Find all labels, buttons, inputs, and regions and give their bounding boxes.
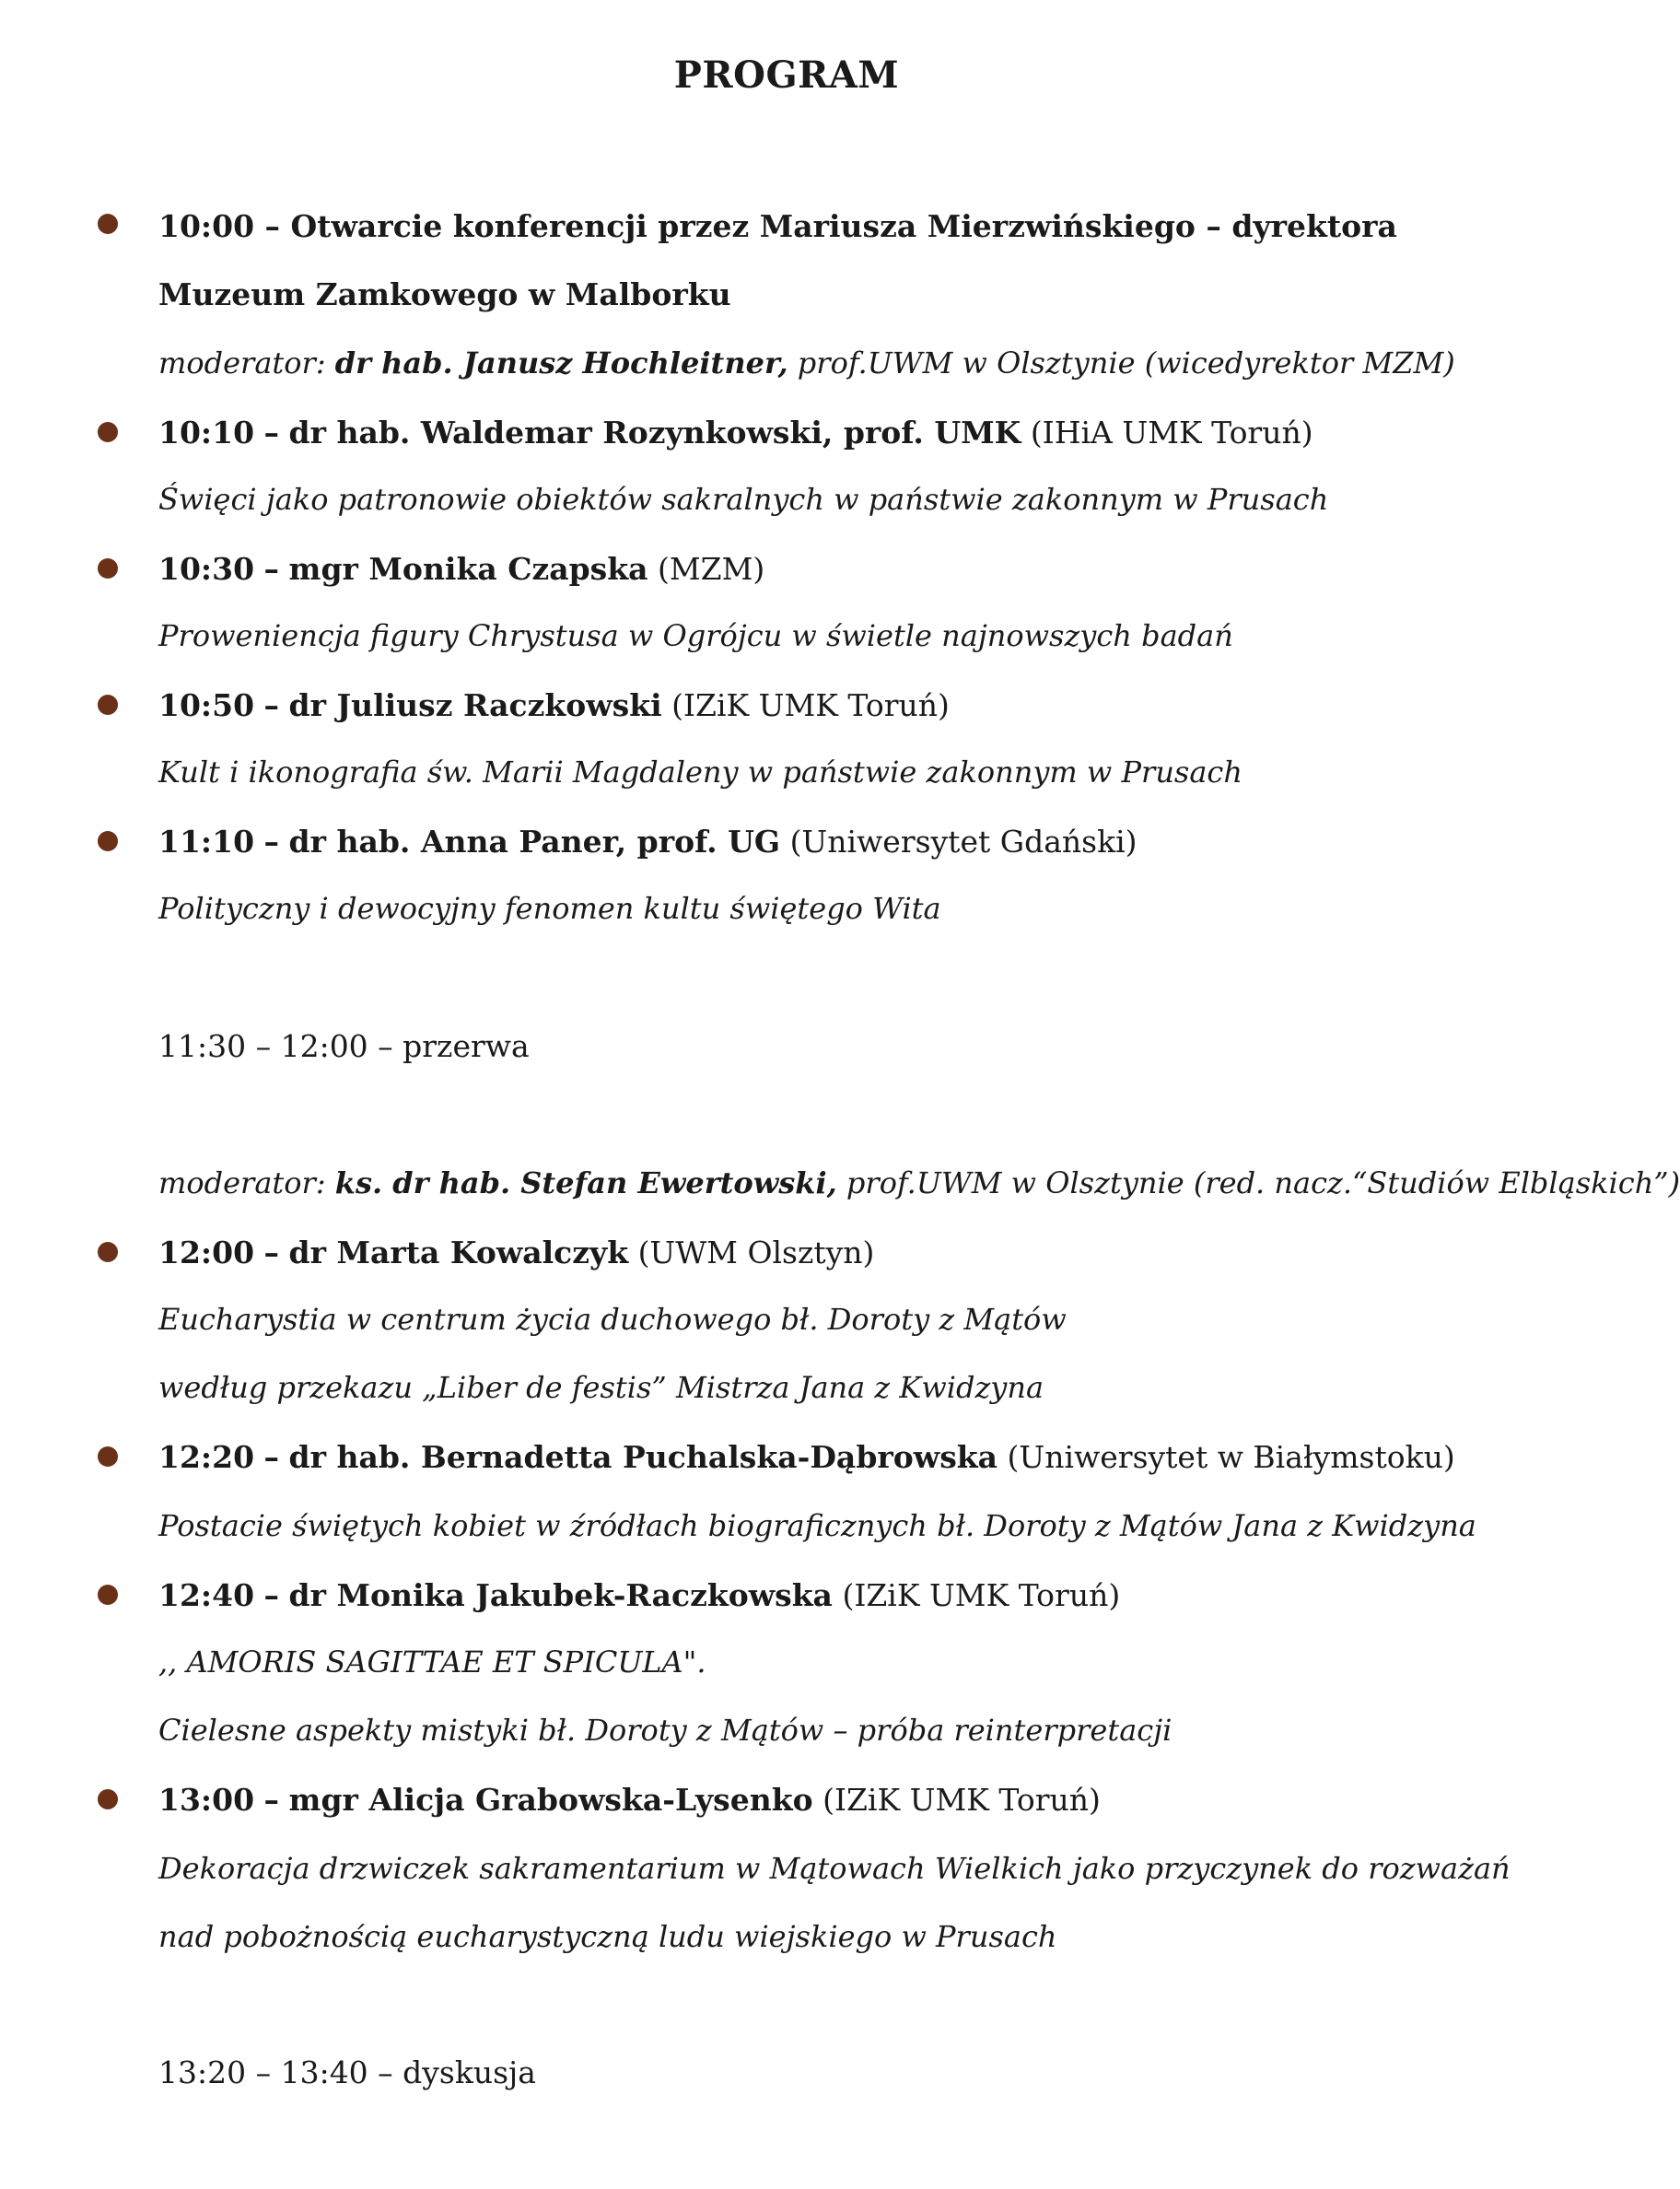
agenda-line: 13:00 – mgr Alicja Grabowska-Lysenko (IZiK UMK Toruń) xyxy=(158,1782,1101,1818)
agenda-line: 12:00 – dr Marta Kowalczyk (UWM Olsztyn) xyxy=(158,1235,875,1270)
agenda-line: 12:20 – dr hab. Bernadetta Puchalska-Dąbrowska (Uniwersytet w Białymstoku) xyxy=(158,1439,1455,1475)
item-affiliation: (UWM Olsztyn) xyxy=(637,1235,875,1270)
bullet-icon xyxy=(98,558,118,579)
item-speaker: mgr Monika Czapska xyxy=(288,551,648,587)
item-speaker: dr Juliusz Raczkowski xyxy=(288,687,662,723)
agenda-line: 10:30 – mgr Monika Czapska (MZM) xyxy=(158,551,765,587)
item-topic: Kult i ikonografia św. Marii Magdaleny w państwie zakonnym w Prusach xyxy=(158,755,1242,790)
break-line: 11:30 – 12:00 – przerwa xyxy=(158,1028,530,1064)
moderator-line: moderator: ks. dr hab. Stefan Ewertowski, prof.UWM w Olsztynie (red. nacz.“Studiów Elbląskich”) xyxy=(158,1165,1680,1200)
bullet-icon xyxy=(98,1446,118,1467)
bullet-icon xyxy=(98,214,118,234)
discussion-line: 13:20 – 13:40 – dyskusja xyxy=(158,2054,536,2090)
item-speaker: dr Monika Jakubek-Raczkowska xyxy=(288,1577,833,1613)
item-topic: nad pobożnością eucharystyczną ludu wiejskiego w Prusach xyxy=(158,1919,1057,1954)
item-topic: ,, AMORIS SAGITTAE ET SPICULA". xyxy=(158,1645,706,1680)
page-title: PROGRAM xyxy=(673,53,900,97)
bullet-icon xyxy=(98,831,118,851)
bullet-icon xyxy=(98,1242,118,1262)
moderator-line: moderator: dr hab. Janusz Hochleitner, prof.UWM w Olsztynie (wicedyrektor MZM) xyxy=(158,345,1455,380)
item-affiliation: (IZiK UMK Toruń) xyxy=(671,687,950,723)
bullet-icon xyxy=(98,1585,118,1605)
item-topic: Święci jako patronowie obiektów sakralnych w państwie zakonnym w Prusach xyxy=(158,482,1329,517)
item-speaker: dr hab. Waldemar Rozynkowski, prof. UMK xyxy=(288,415,1021,451)
agenda-line: 12:40 – dr Monika Jakubek-Raczkowska (IZiK UMK Toruń) xyxy=(158,1577,1121,1613)
item-affiliation: (IZiK UMK Toruń) xyxy=(842,1577,1121,1613)
item-affiliation: (Uniwersytet Gdański) xyxy=(789,824,1138,860)
item-topic: Proweniencja figury Chrystusa w Ogrójcu w świetle najnowszych badań xyxy=(158,618,1233,653)
item-speaker: mgr Alicja Grabowska-Lysenko xyxy=(288,1782,813,1818)
item-topic: według przekazu „Liber de festis” Mistrza Jana z Kwidzyna xyxy=(158,1370,1044,1405)
item-affiliation: (MZM) xyxy=(658,551,765,587)
agenda-line: 11:10 – dr hab. Anna Paner, prof. UG (Uniwersytet Gdański) xyxy=(158,824,1138,860)
item-topic: Dekoracja drzwiczek sakramentarium w Mątowach Wielkich jako przyczynek do rozważań xyxy=(158,1851,1511,1886)
bullet-icon xyxy=(98,695,118,715)
item-affiliation: (IZiK UMK Toruń) xyxy=(822,1782,1101,1818)
agenda-line: 10:10 – dr hab. Waldemar Rozynkowski, prof. UMK (IHiA UMK Toruń) xyxy=(158,415,1313,451)
item-speaker: Otwarcie konferencji przez Mariusza Mierzwińskiego – dyrektora xyxy=(290,208,1397,244)
item-time: 10:00 xyxy=(158,208,255,244)
item-speaker: dr Marta Kowalczyk xyxy=(288,1235,629,1270)
item-topic: Cielesne aspekty mistyki bł. Doroty z Mątów – próba reinterpretacji xyxy=(158,1713,1172,1748)
agenda-line: 10:00 – Otwarcie konferencji przez Mariusza Mierzwińskiego – dyrektora xyxy=(158,208,1397,244)
bullet-icon xyxy=(98,1789,118,1809)
item-speaker-cont: Muzeum Zamkowego w Malborku xyxy=(158,276,731,312)
moderator-name: ks. dr hab. Stefan Ewertowski, xyxy=(334,1165,837,1200)
bullet-icon xyxy=(98,422,118,442)
item-affiliation: (IHiA UMK Toruń) xyxy=(1030,415,1313,451)
item-topic: Polityczny i dewocyjny fenomen kultu świętego Wita xyxy=(158,891,941,926)
item-topic: Postacie świętych kobiet w źródłach biograficznych bł. Doroty z Mątów Jana z Kwidzyna xyxy=(158,1508,1476,1543)
moderator-name: dr hab. Janusz Hochleitner, xyxy=(334,345,788,380)
agenda-line: 10:50 – dr Juliusz Raczkowski (IZiK UMK Toruń) xyxy=(158,687,950,723)
item-topic: Eucharystia w centrum życia duchowego bł. Doroty z Mątów xyxy=(158,1302,1067,1337)
agenda-line xyxy=(158,276,731,313)
item-affiliation: (Uniwersytet w Białymstoku) xyxy=(1007,1439,1455,1475)
item-speaker: dr hab. Bernadetta Puchalska-Dąbrowska xyxy=(288,1439,998,1475)
item-speaker: dr hab. Anna Paner, prof. UG xyxy=(288,824,781,860)
